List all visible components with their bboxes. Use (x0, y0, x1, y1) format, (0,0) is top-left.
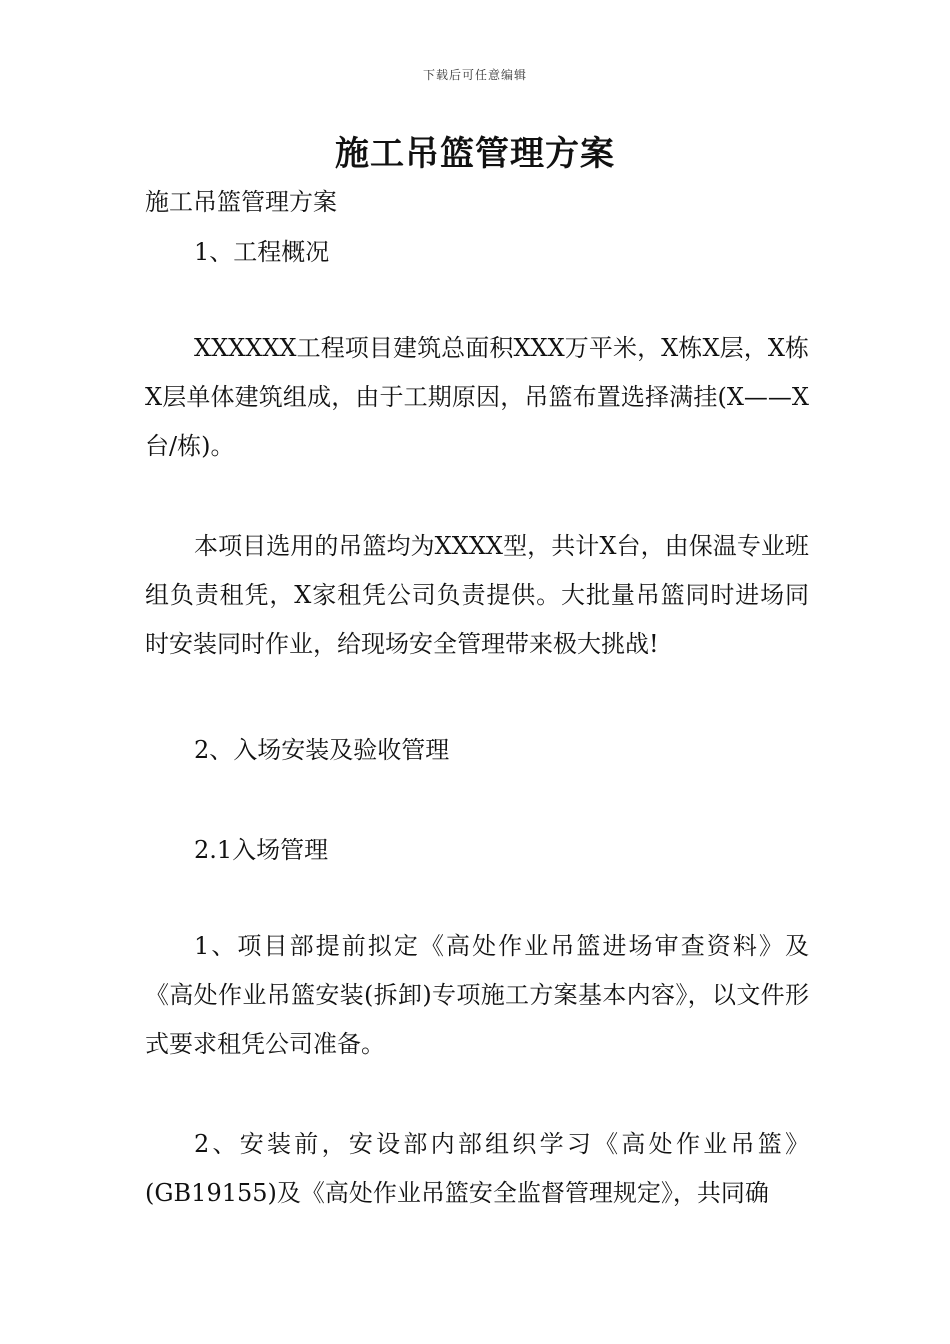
section-2-heading: 2、入场安装及验收管理 (194, 736, 450, 764)
header-note: 下载后可任意编辑 (422, 68, 527, 82)
document-title: 施工吊篮管理方案 (335, 134, 615, 174)
section-1-heading: 1、工程概况 (194, 238, 330, 266)
paragraph-entry-item-1: 1、项目部提前拟定《高处作业吊篮进场审查资料》及《高处作业吊篮安装(拆卸)专项施工方案基本内容》，以文件形式要求租凭公司准备。 (145, 932, 809, 1058)
paragraph-entry-item-2: 2、安装前，安设部内部组织学习《高处作业吊篮》(GB19155)及《高处作业吊篮安全监督管理规定》，共同确 (145, 1130, 809, 1207)
paragraph-project-overview: XXXXXX工程项目建筑总面积XXX万平米，X栋X层，X栋X层单体建筑组成，由于工期原因，吊篮布置选择满挂(X——X台/栋)。 (145, 334, 809, 460)
section-2-1-heading: 2.1入场管理 (194, 836, 329, 864)
document-subtitle: 施工吊篮管理方案 (145, 188, 337, 216)
paragraph-basket-selection: 本项目选用的吊篮均为XXXX型，共计X台，由保温专业班组负责租凭，X家租凭公司负责提供。大批量吊篮同时进场同时安装同时作业，给现场安全管理带来极大挑战! (145, 532, 809, 658)
